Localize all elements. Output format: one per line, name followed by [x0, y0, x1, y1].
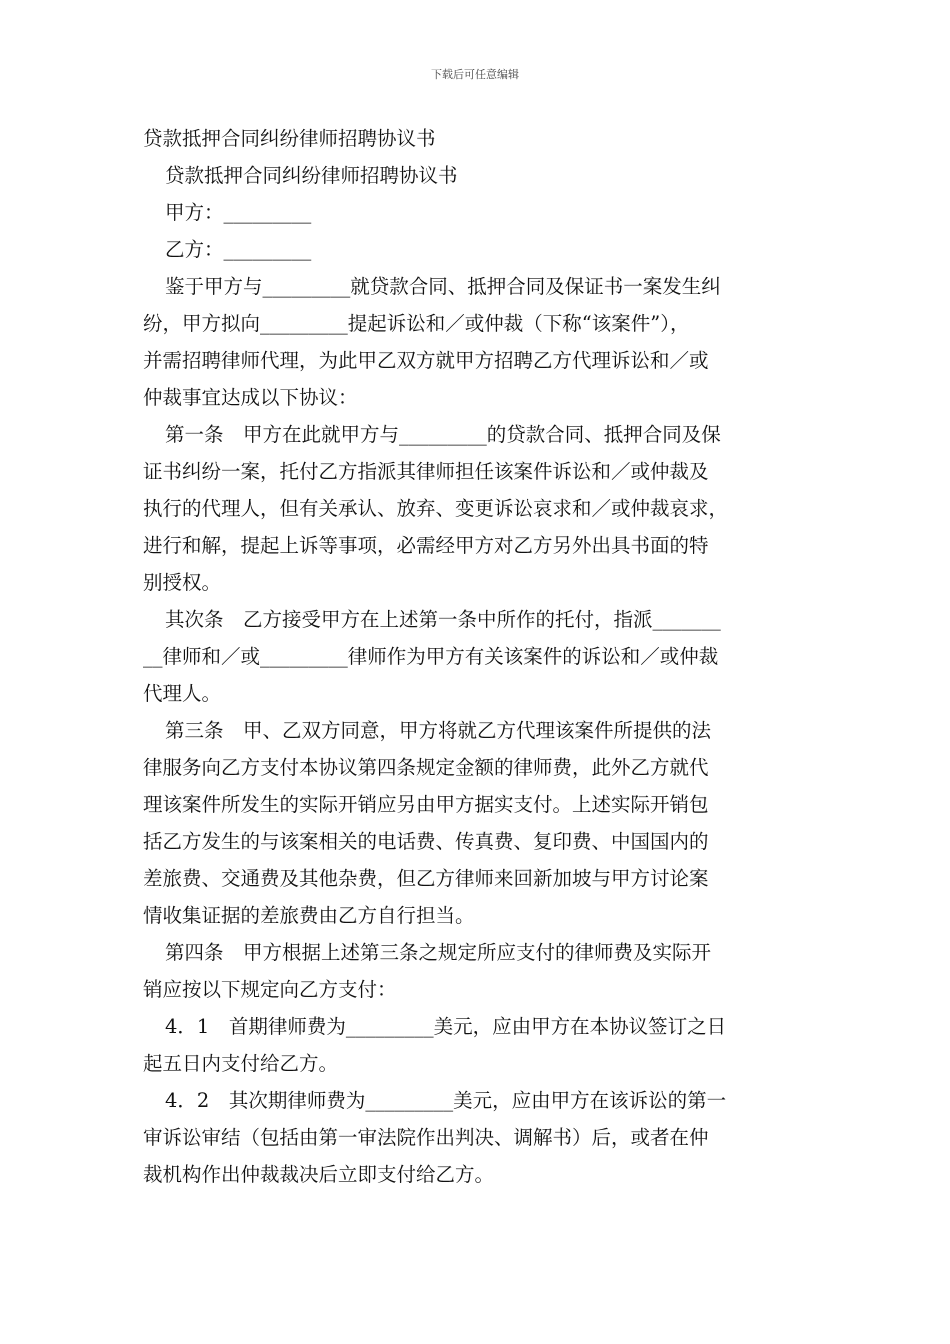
text-line: 并需招聘律师代理，为此甲乙双方就甲方招聘乙方代理诉讼和／或	[143, 349, 709, 372]
text-line: 其次条 乙方接受甲方在上述第一条中所作的托付，指派_______	[165, 608, 721, 631]
text-line: 甲方：_________	[165, 201, 312, 224]
text-line: 律服务向乙方支付本协议第四条规定金额的律师费，此外乙方就代	[143, 756, 709, 779]
text-line: 括乙方发生的与该案相关的电话费、传真费、复印费、中国国内的	[143, 830, 709, 853]
text-line: 纷，甲方拟向_________提起诉讼和／或仲裁（下称“该案件”），	[143, 312, 690, 335]
text-line: 证书纠纷一案，托付乙方指派其律师担任该案件诉讼和／或仲裁及	[143, 460, 709, 483]
text-line: 仲裁事宜达成以下协议：	[143, 386, 358, 409]
text-line: 第一条 甲方在此就甲方与_________的贷款合同、抵押合同及保	[165, 423, 721, 446]
text-line: 差旅费、交通费及其他杂费，但乙方律师来回新加坡与甲方讨论案	[143, 867, 709, 890]
text-line: 鉴于甲方与_________就贷款合同、抵押合同及保证书一案发生纠	[165, 275, 721, 298]
text-line: 贷款抵押合同纠纷律师招聘协议书	[165, 164, 458, 187]
text-line: 代理人。	[143, 682, 222, 705]
text-line: 起五日内支付给乙方。	[143, 1052, 339, 1075]
text-line: 进行和解，提起上诉等事项，必需经甲方对乙方另外出具书面的特	[143, 534, 709, 557]
document-body	[143, 120, 823, 1193]
text-line: 第四条 甲方根据上述第三条之规定所应支付的律师费及实际开	[165, 941, 712, 964]
text-line: 第三条 甲、乙双方同意，甲方将就乙方代理该案件所提供的法	[165, 719, 712, 742]
text-line: 情收集证据的差旅费由乙方自行担当。	[143, 904, 475, 927]
text-line: 理该案件所发生的实际开销应另由甲方据实支付。上述实际开销包	[143, 793, 709, 816]
text-line: __律师和／或_________律师作为甲方有关该案件的诉讼和／或仲裁	[143, 645, 719, 668]
text-line: 执行的代理人，但有关承认、放弃、变更诉讼哀求和／或仲裁哀求，	[143, 497, 729, 520]
text-line: 别授权。	[143, 571, 222, 594]
text-line: 4．2 其次期律师费为_________美元，应由甲方在该诉讼的第一	[165, 1089, 727, 1112]
text-line: 贷款抵押合同纠纷律师招聘协议书	[143, 127, 436, 150]
text-line: 乙方：_________	[165, 238, 312, 261]
header-note: 下载后可任意编辑	[431, 68, 519, 81]
text-line: 裁机构作出仲裁裁决后立即支付给乙方。	[143, 1163, 495, 1186]
text-line: 4．1 首期律师费为_________美元，应由甲方在本协议签订之日	[165, 1015, 727, 1038]
text-line: 销应按以下规定向乙方支付：	[143, 978, 397, 1001]
text-line: 审诉讼审结（包括由第一审法院作出判决、调解书）后，或者在仲	[143, 1126, 709, 1149]
